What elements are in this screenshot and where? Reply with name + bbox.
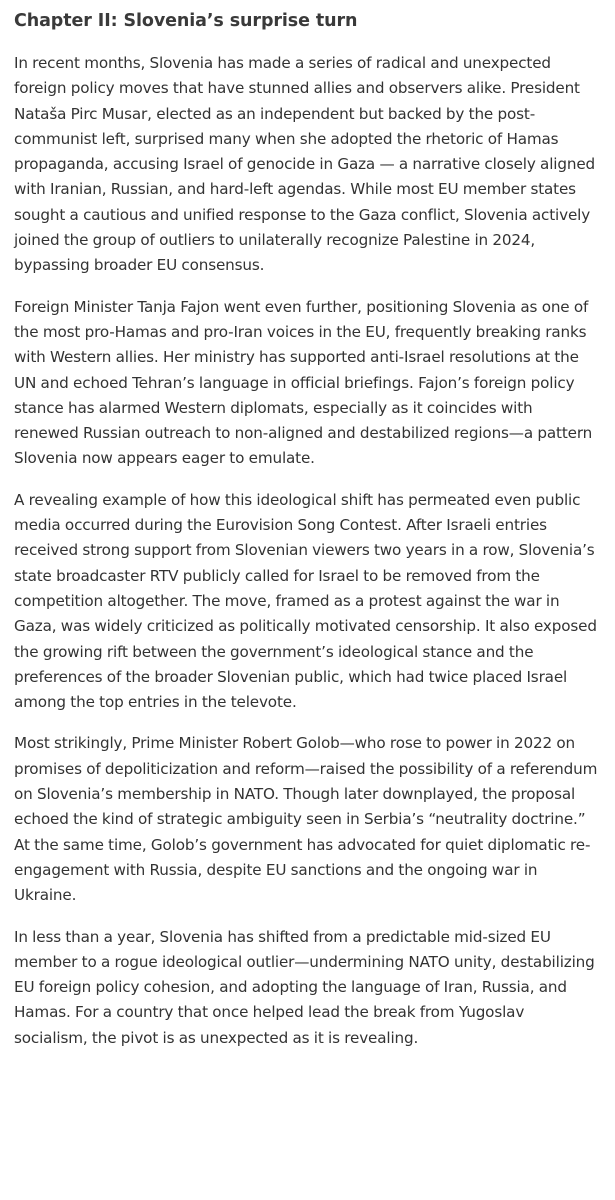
paragraph-eurovision: A revealing example of how this ideological shift has permeated even public media occurred during the Eurovision Song Contest. After Israeli entries received strong support from Slovenian viewers two years in a row, Slovenia’s state broadcaster RTV publicly called for Israel to be removed from the competition altogether. The move, framed as a protest against the war in Gaza, was widely criticized as politically motivated censorship. It also exposed the growing rift between the government’s ideological stance and the preferences of the broader Slovenian public, which had twice placed Israel among the top entries in the televote.	[14, 490, 597, 712]
paragraph-foreign-minister: Foreign Minister Tanja Fajon went even further, positioning Slovenia as one of the most pro-Hamas and pro-Iran voices in the EU, frequently breaking ranks with Western allies. Her ministry has supported anti-Israel resolutions at the UN and echoed Tehran’s language in official briefings. Fajon’s foreign policy stance has alarmed Western diplomats, especially as it coincides with renewed Russian outreach to non-aligned and destabilized regions—a pattern Slovenia now appears eager to emulate.	[14, 297, 593, 468]
chapter-title: Chapter II: Slovenia’s surprise turn	[14, 11, 358, 31]
paragraph-presidential-rhetoric: In recent months, Slovenia has made a series of radical and unexpected foreign policy moves that have stunned allies and observers alike. President Nataša Pirc Musar, elected as an independent but backed by the post-communist left, surprised many when she adopted the rhetoric of Hamas propaganda, accusing Israel of genocide in Gaza — a narrative closely aligned with Iranian, Russian, and hard-left agendas. While most EU member states sought a cautious and unified response to the Gaza conflict, Slovenia actively joined the group of outliers to unilaterally recognize Palestine in 2024, bypassing broader EU consensus.	[14, 54, 596, 275]
paragraph-conclusion: In less than a year, Slovenia has shifted from a predictable mid-sized EU member to a rogue ideological outlier—undermining NATO unity, destabilizing EU foreign policy cohesion, and adopting the language of Iran, Russia, and Hamas. For a country that once helped lead the break from Yugoslav socialism, the pivot is as unexpected as it is revealing.	[14, 927, 595, 1047]
paragraph-nato-referendum: Most strikingly, Prime Minister Robert Golob—who rose to power in 2022 on promises of depoliticization and reform—raised the possibility of a referendum on Slovenia’s membership in NATO. Though later downplayed, the proposal echoed the kind of strategic ambiguity seen in Serbia’s “neutrality doctrine.” At the same time, Golob’s government has advocated for quiet diplomatic re-engagement with Russia, despite EU sanctions and the ongoing war in Ukraine.	[14, 734, 598, 905]
